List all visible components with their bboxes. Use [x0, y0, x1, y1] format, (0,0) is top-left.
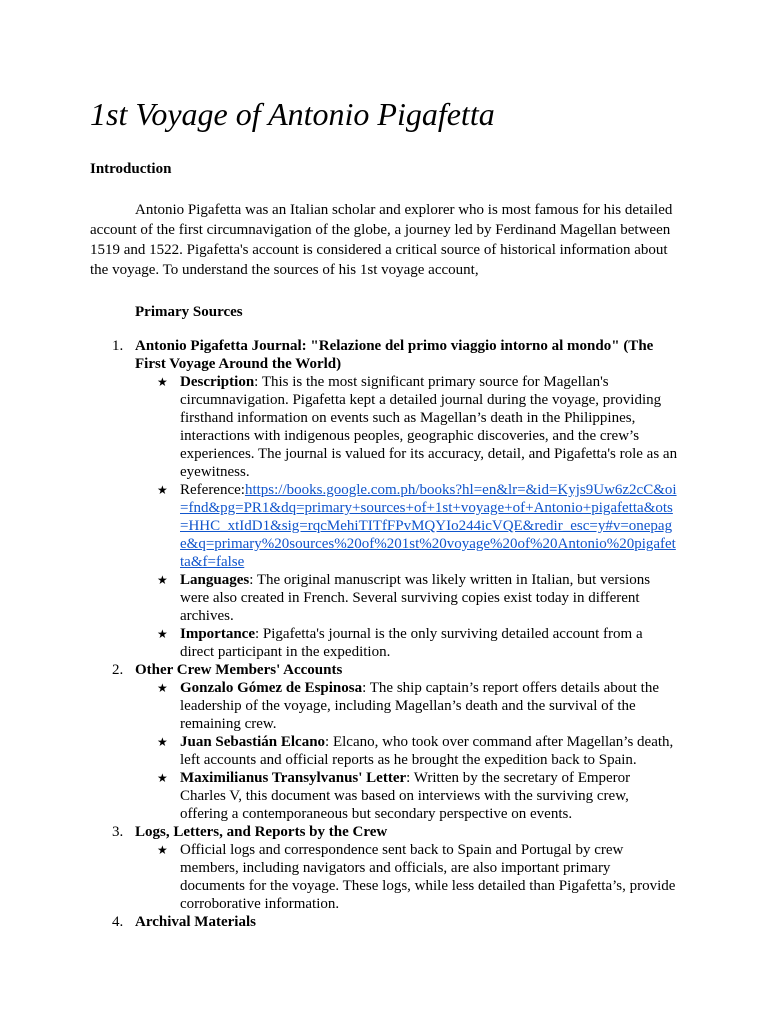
star-bullet-icon: ★ — [157, 573, 168, 587]
list-number: 2. — [112, 662, 124, 678]
list-item-title: Logs, Letters, and Reports by the Crew — [135, 824, 388, 840]
star-bullet-icon: ★ — [157, 375, 168, 389]
bullet-item — [135, 481, 678, 571]
list-item — [90, 661, 678, 823]
star-bullet-icon: ★ — [157, 483, 168, 497]
bullet-text: : The original manuscript was likely written in Italian, but versions were also created in French. Several surviving copies exist today in different archives. — [180, 572, 651, 624]
star-bullet-icon: ★ — [157, 735, 168, 749]
list-number: 1. — [112, 338, 124, 354]
bullet-item — [135, 625, 678, 661]
bullet-item — [135, 373, 678, 481]
bullet-item — [135, 769, 678, 823]
bullet-item — [135, 733, 678, 769]
list-number: 4. — [112, 914, 124, 930]
list-item — [90, 337, 678, 661]
bullet-text: Official logs and correspondence sent back to Spain and Portugal by crew members, including navigators and officials, are also important primary documents for the voyage. These logs, while less detailed than Pigafetta’s, provide corroborative information. — [180, 842, 676, 912]
bullet-label: Juan Sebastián Elcano — [180, 734, 326, 750]
bullet-item — [135, 841, 678, 913]
primary-sources-heading: Primary Sources — [135, 304, 243, 320]
list-item — [90, 913, 678, 931]
introduction-paragraph: Antonio Pigafetta was an Italian scholar and explorer who is most famous for his detailed account of the first circumnavigation of the globe, a journey led by Ferdinand Magellan between 1519 and 1522. Pigafetta's account is considered a critical source of historical information about the voyage. To understand the sources of his 1st voyage account, — [90, 202, 673, 278]
list-item-title: Antonio Pigafetta Journal: "Relazione del primo viaggio intorno al mondo" (The First Voyage Around the World) — [135, 338, 654, 372]
bullet-text: : This is the most significant primary source for Magellan's circumnavigation. Pigafetta kept a detailed journal during the voyage, providing firsthand information on events such as Magellan’s death in the Philippines, interactions with indigenous peoples, geographic discoveries, and the crew’s experiences. The journal is valued for its accuracy, detail, and Pigafetta's role as an eyewitness. — [180, 374, 678, 480]
bullet-text: : The ship captain’s report offers details about the leadership of the voyage, including Magellan’s death and the survival of the remaining crew. — [180, 680, 659, 732]
document-title: 1st Voyage of Antonio Pigafetta — [90, 96, 495, 132]
list-item-title: Other Crew Members' Accounts — [135, 662, 343, 678]
star-bullet-icon: ★ — [157, 843, 168, 857]
bullet-label: Description — [180, 374, 255, 390]
bullet-list — [135, 841, 678, 913]
bullet-label: Maximilianus Transylvanus' Letter — [180, 770, 407, 786]
introduction-heading: Introduction — [90, 161, 172, 177]
star-bullet-icon: ★ — [157, 627, 168, 641]
bullet-item — [135, 571, 678, 625]
bullet-label: Gonzalo Gómez de Espinosa — [180, 680, 363, 696]
list-item — [90, 823, 678, 913]
bullet-text: : Pigafetta's journal is the only surviving detailed account from a direct participant in the expedition. — [180, 626, 643, 660]
star-bullet-icon: ★ — [157, 681, 168, 695]
primary-sources-list — [90, 337, 678, 931]
bullet-text: : Elcano, who took over command after Magellan’s death, left accounts and official reports as he brought the expedition back to Spain. — [180, 734, 674, 768]
bullet-label: Importance — [180, 626, 255, 642]
bullet-text: : Written by the secretary of Emperor Charles V, this document was based on interviews with the surviving crew, offering a contemporaneous but secondary perspective on events. — [180, 770, 631, 822]
bullet-label: Languages — [180, 572, 250, 588]
bullet-list — [135, 373, 678, 661]
bullet-list — [135, 679, 678, 823]
reference-link[interactable]: https://books.google.com.ph/books?hl=en&lr=&id=Kyjs9Uw6z2cC&oi=fnd&pg=PR1&dq=primary+sources+of+1st+voyage+of+Antonio+pigafetta&ots=HHC_xtIdD1&sig=rqcMehiTITfFPvMQYIo244icVQE&redir_esc=y#v=onepage&q=primary%20sources%20of%201st%20voyage%20of%20Antonio%20pigafetta&f=false — [180, 482, 677, 570]
star-bullet-icon: ★ — [157, 771, 168, 785]
bullet-label: Reference: — [180, 482, 245, 498]
bullet-item — [135, 679, 678, 733]
list-number: 3. — [112, 824, 124, 840]
list-item-title: Archival Materials — [135, 914, 256, 930]
